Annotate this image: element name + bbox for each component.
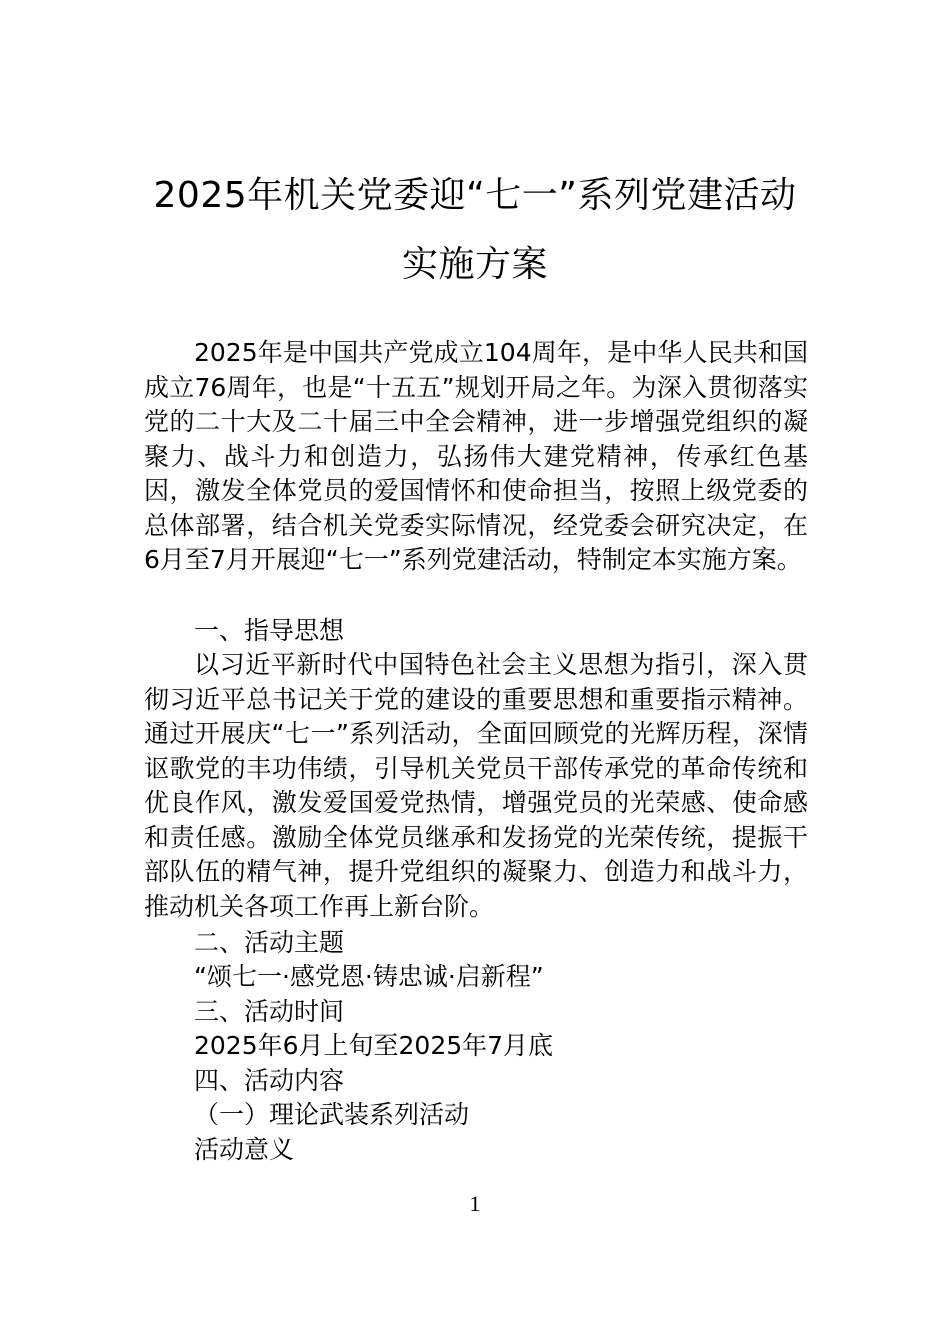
section-heading-activity-content: 四、活动内容 <box>194 1066 345 1095</box>
guiding-ideology-paragraph: 以习近平新时代中国特色社会主义思想为指引，深入贯彻习近平总书记关于党的建设的重要思想和重要指示精神。通过开展庆“七一”系列活动，全面回顾党的光辉历程，深情讴歌党的丰功伟绩，引导机关党员干部传承党的革命传统和优良作风，激发爱国爱党热情，增强党员的光荣感、使命感和责任感。激励全体党员继承和发扬党的光荣传统，提振干部队伍的精气神，提升党组织的凝聚力、创造力和战斗力，推动机关各项工作再上新台阶。 <box>144 650 808 921</box>
subsection-item-significance: 活动意义 <box>194 1135 295 1164</box>
document-title-line-2: 实施方案 <box>401 244 548 285</box>
subsection-heading-theory: （一）理论武装系列活动 <box>194 1100 470 1129</box>
page-number: 1 <box>469 1191 481 1216</box>
activity-theme-text: “颂七一·感党恩·铸忠诚·启新程” <box>194 962 544 991</box>
section-heading-guiding-ideology: 一、指导思想 <box>194 616 345 645</box>
activity-time-text: 2025年6月上旬至2025年7月底 <box>194 1031 554 1060</box>
section-heading-activity-theme: 二、活动主题 <box>194 928 345 957</box>
intro-paragraph: 2025年是中国共产党成立104周年，是中华人民共和国成立76周年，也是“十五五”规划开局之年。为深入贯彻落实党的二十大及二十届三中全会精神，进一步增强党组织的凝聚力、战斗力和创造力，弘扬伟大建党精神，传承红色基因，激发全体党员的爱国情怀和使命担当，按照上级党委的总体部署，结合机关党委实际情况，经党委会研究决定，在6月至7月开展迎“七一”系列党建活动，特制定本实施方案。 <box>144 338 808 574</box>
section-heading-activity-time: 三、活动时间 <box>194 997 345 1026</box>
document-title-line-1: 2025年机关党委迎“七一”系列党建活动 <box>153 175 797 216</box>
